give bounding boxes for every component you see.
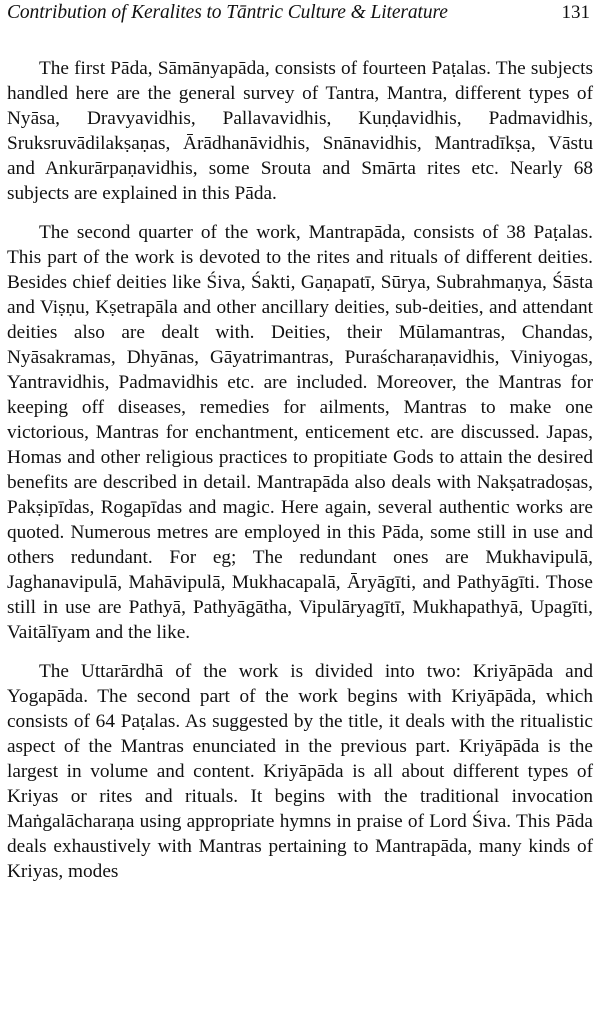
paragraph-mantrapada: The second quarter of the work, Mantrapāda, consists of 38 Paṭalas. This part of the work is devoted to the rites and rituals of different deities. Besides chief deities like Śiva, Śakti, Gaṇapatī, Sūrya, Subrahmaṇya, Śāsta and Viṣṇu, Kṣetrapāla and other ancillary deities, sub-deities, and attendant deities also are dealt with. Deities, their Mūlamantras, Chandas, Nyāsakramas, Dhyānas, Gāyatrimantras, Puraścharaṇavidhis, Viniyogas, Yantravidhis, Padmavidhis etc. are included. Moreover, the Mantras for keeping off diseases, remedies for ailments, Mantras to make one victorious, Mantras for enchantment, enticement etc. are discussed. Japas, Homas and other religious practices to propitiate Gods to attain the desired benefits are described in detail. Mantrapāda also deals with Nakṣatradoṣas, Pakṣipīdas, Rogapīdas and magic. Here again, several authentic works are quoted. Numerous metres are employed in this Pāda, some still in use and others redundant. For eg; The redundant ones are Mukhavipulā, Jaghanavipulā, Mahāvipulā, Mukhacapalā, Āryāgīti, and Pathyāgīti. Those still in use are Pathyā, Pathyāgātha, Vipulāryagītī, Mukhapathyā, Upagīti, Vaitālīyam and the like. xyxy=(7,222,593,643)
paragraph-uttarardha: The Uttarārdhā of the work is divided into two: Kriyāpāda and Yogapāda. The second part of the work begins with Kriyāpāda, which consists of 64 Paṭalas. As suggested by the title, it deals with the ritualistic aspect of the Mantras enunciated in the previous part. Kriyāpāda is the largest in volume and content. Kriyāpāda is all about different types of Kriyas or rites and rituals. It begins with the traditional invocation Maṅgalācharaṇa using appropriate hymns in praise of Lord Śiva. This Pāda deals exhaustively with Mantras pertaining to Mantrapāda, many kinds of Kriyas, modes xyxy=(7,661,593,882)
paragraph-samanyapada: The first Pāda, Sāmānyapāda, consists of fourteen Paṭalas. The subjects handled here are the general survey of Tantra, Mantra, different types of Nyāsa, Dravyavidhis, Pallavavidhis, Kuṇḍavidhis, Padmavidhis, Sruksruvādilakṣaṇas, Ārādhanāvidhis, Snānavidhis, Mantradīkṣa, Vāstu and Ankurārpaṇavidhis, some Srouta and Smārta rites etc. Nearly 68 subjects are explained in this Pāda. xyxy=(7,58,593,204)
body-text xyxy=(7,56,593,884)
page-number: 131 xyxy=(561,2,590,23)
running-title: Contribution of Keralites to Tāntric Culture & Literature xyxy=(7,2,448,23)
running-header xyxy=(7,2,592,30)
